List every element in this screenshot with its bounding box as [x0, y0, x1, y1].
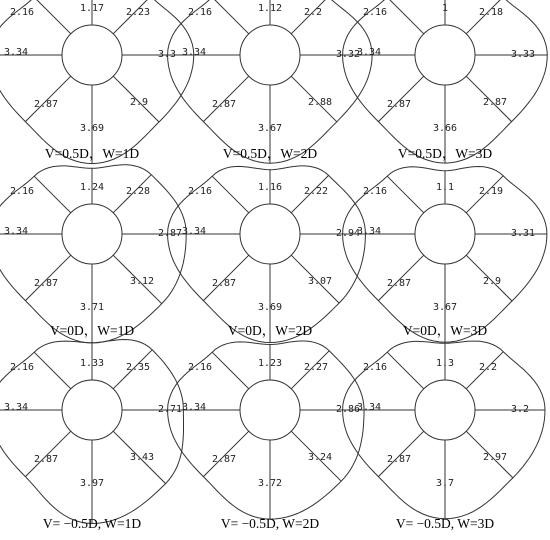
value-label-bottom-left: 2.87	[34, 99, 59, 110]
spoke-top_left	[34, 176, 71, 213]
value-label-top: 1.12	[257, 3, 283, 14]
inner-circle	[415, 25, 475, 85]
value-label-bottom: 3.69	[257, 302, 283, 313]
value-label-bottom-right: 3.12	[130, 276, 155, 287]
inner-circle	[62, 25, 122, 85]
value-label-bottom: 3.72	[257, 478, 283, 489]
value-label-top-right: 2.27	[304, 362, 329, 373]
value-label-bottom-right: 2.9	[483, 276, 502, 287]
value-label-bottom-right: 2.87	[483, 97, 508, 108]
value-label-top-right: 2.18	[479, 7, 504, 18]
value-label-top: 1	[441, 3, 449, 14]
panel-5	[168, 166, 366, 343]
panel-caption: V= −0.5D, W=3D	[395, 516, 495, 531]
value-label-bottom: 3.66	[432, 123, 458, 134]
value-label-bottom: 3.97	[79, 478, 105, 489]
value-label-top-right: 2.23	[126, 7, 151, 18]
spoke-top_left	[387, 0, 424, 34]
value-label-right: 2.86	[336, 404, 361, 415]
inner-circle	[240, 204, 300, 264]
inner-circle	[415, 380, 475, 440]
inner-circle	[240, 25, 300, 85]
panel-8	[168, 341, 365, 531]
value-label-bottom-left: 2.87	[387, 99, 412, 110]
spoke-top_left	[212, 0, 249, 34]
value-label-right: 2.94	[336, 228, 361, 239]
panel-caption: V=0.5D，W=2D	[222, 146, 318, 161]
value-label-top-left: 2.16	[188, 7, 213, 18]
value-label-bottom-left: 2.87	[34, 454, 59, 465]
value-label-top-left: 2.16	[188, 362, 213, 373]
value-label-right: 3.2	[511, 404, 530, 415]
panel-4	[0, 165, 186, 343]
value-label-bottom-right: 3.24	[308, 452, 333, 463]
value-label-bottom-left: 2.87	[387, 278, 412, 289]
spoke-top_left	[212, 176, 249, 213]
value-label-bottom-right: 2.97	[483, 452, 508, 463]
value-label-bottom-left: 2.87	[387, 454, 412, 465]
panel-7	[0, 340, 183, 532]
spoke-top_left	[212, 352, 249, 389]
spoke-top_left	[34, 0, 71, 34]
panel-caption: V=0.5D，W=1D	[44, 146, 140, 161]
panel-caption: V= −0.5D, W=1D	[42, 516, 142, 531]
value-label-left: 3.34	[182, 226, 207, 237]
value-label-left: 3.34	[4, 226, 29, 237]
value-label-top-right: 2.2	[304, 7, 323, 18]
value-label-left: 3.34	[182, 402, 207, 413]
value-label-left: 3.34	[357, 47, 382, 58]
value-label-top-left: 2.16	[188, 186, 213, 197]
spoke-top_left	[387, 352, 424, 389]
spoke-top_left	[387, 176, 424, 213]
value-label-bottom-right: 2.9	[130, 97, 149, 108]
value-label-top-right: 2.19	[479, 186, 504, 197]
outer-boundary	[0, 0, 194, 164]
value-label-top: 1.23	[257, 358, 283, 369]
value-label-right: 3.3	[158, 49, 177, 60]
value-label-right: 2.87	[158, 228, 183, 239]
panel-caption: V=0.5D，W=3D	[397, 146, 493, 161]
value-label-bottom-right: 3.07	[308, 276, 333, 287]
inner-circle	[415, 204, 475, 264]
value-label-right: 3.33	[511, 49, 536, 60]
panel-caption: V=0D，W=1D	[49, 323, 135, 338]
value-label-top-right: 2.35	[126, 362, 151, 373]
value-label-bottom: 3.67	[257, 123, 283, 134]
panel-caption: V= −0.5D, W=2D	[220, 516, 320, 531]
panel-caption: V=0D，W=2D	[227, 323, 313, 338]
value-label-top-left: 2.16	[10, 186, 35, 197]
value-label-bottom: 3.69	[79, 123, 105, 134]
value-label-top-left: 2.16	[10, 7, 35, 18]
value-label-top-left: 2.16	[363, 186, 388, 197]
value-label-bottom-left: 2.87	[212, 454, 237, 465]
value-label-top-left: 2.16	[363, 362, 388, 373]
panel-2	[168, 0, 373, 163]
value-label-bottom: 3.7	[435, 478, 455, 489]
spoke-top_left	[34, 352, 71, 389]
value-label-bottom: 3.67	[432, 302, 458, 313]
value-label-bottom: 3.71	[79, 302, 105, 313]
value-label-right: 3.32	[336, 49, 361, 60]
panel-9	[343, 341, 545, 531]
value-label-top-left: 2.16	[10, 362, 35, 373]
inner-circle	[62, 204, 122, 264]
inner-circle	[62, 380, 122, 440]
value-label-bottom-right: 3.43	[130, 452, 155, 463]
value-label-right: 2.71	[158, 404, 183, 415]
value-label-bottom-left: 2.87	[34, 278, 59, 289]
value-label-left: 3.34	[4, 402, 29, 413]
value-label-top: 1.3	[435, 358, 455, 369]
value-label-top: 1.16	[257, 182, 283, 193]
value-label-top: 1.33	[79, 358, 105, 369]
inner-circle	[240, 380, 300, 440]
panel-6	[343, 167, 547, 343]
value-label-bottom-left: 2.87	[212, 99, 237, 110]
value-label-top-left: 2.16	[363, 7, 388, 18]
value-label-right: 3.31	[511, 228, 536, 239]
value-label-bottom-left: 2.87	[212, 278, 237, 289]
value-label-left: 3.34	[357, 226, 382, 237]
value-label-left: 3.34	[4, 47, 29, 58]
value-label-top: 1.1	[435, 182, 455, 193]
panel-3	[343, 0, 548, 163]
panel-caption: V=0D，W=3D	[402, 323, 488, 338]
value-label-top-right: 2.2	[479, 362, 498, 373]
value-label-top: 1.17	[79, 3, 105, 14]
value-label-top: 1.24	[79, 182, 105, 193]
value-label-top-right: 2.22	[304, 186, 329, 197]
value-label-bottom-right: 2.88	[308, 97, 333, 108]
value-label-top-right: 2.28	[126, 186, 151, 197]
panel-1	[0, 0, 194, 164]
value-label-left: 3.34	[357, 402, 382, 413]
value-label-left: 3.34	[182, 47, 207, 58]
